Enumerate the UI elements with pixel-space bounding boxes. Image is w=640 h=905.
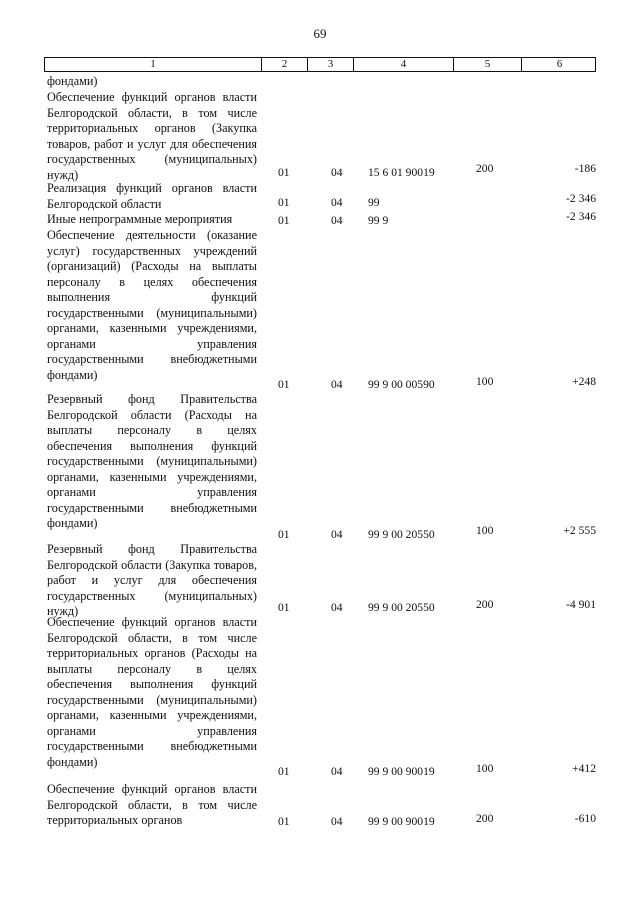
header-col-1: 1 xyxy=(150,58,156,70)
row-expense-type: 100 xyxy=(476,762,494,775)
row-expense-type: 100 xyxy=(476,524,494,537)
row-description: Обеспечение функций органов власти Белгородской области, в том числе территориальных органов xyxy=(47,782,257,827)
row-target-code: 99 9 00 00590 xyxy=(368,378,435,391)
row-description: Обеспечение деятельности (оказание услуг) государственных учреждений (организаций) (Расходы на выплаты персоналу в целях обеспечения выполнения функций государственными (муниципальными) органами, казенными учреждениями, органами управления государственными внебюджетными фондами) xyxy=(47,228,257,382)
row-section-code: 01 xyxy=(278,601,290,614)
row-description: Обеспечение функций органов власти Белгородской области, в том числе территориальных органов (Расходы на выплаты персоналу в целях обеспечения выполнения функций государственными (муниципальными) органами, казенными учреждениями, органами управления государственными внебюджетными фондами) xyxy=(47,615,257,769)
row-description: Обеспечение функций органов власти Белгородской области, в том числе территориальных органов (Закупка товаров, работ и услуг для обеспечения государственных (муниципальных) нужд) xyxy=(47,90,257,182)
row-target-code: 15 6 01 90019 xyxy=(368,166,435,179)
row-amount: +412 xyxy=(572,762,596,775)
header-col-4: 4 xyxy=(353,58,453,71)
page-number: 69 xyxy=(313,26,327,41)
row-amount: +248 xyxy=(572,375,596,388)
row-subsection-code: 04 xyxy=(331,214,343,227)
row-subsection-code: 04 xyxy=(331,601,343,614)
header-col-5: 5 xyxy=(453,58,521,71)
row-subsection-code: 04 xyxy=(331,166,343,179)
row-amount: +2 555 xyxy=(563,524,596,537)
header-col-6: 6 xyxy=(521,58,597,71)
row-target-code: 99 9 00 20550 xyxy=(368,601,435,614)
row-section-code: 01 xyxy=(278,378,290,391)
row-amount: -2 346 xyxy=(566,210,596,223)
row-section-code: 01 xyxy=(278,196,290,209)
row-subsection-code: 04 xyxy=(331,765,343,778)
header-col-2: 2 xyxy=(261,58,307,71)
header-col-3: 3 xyxy=(307,58,353,71)
row-amount: -186 xyxy=(574,162,596,175)
row-amount: -2 346 xyxy=(566,192,596,205)
row-section-code: 01 xyxy=(278,528,290,541)
row-description: фондами) xyxy=(47,74,98,88)
row-target-code: 99 9 xyxy=(368,214,389,227)
row-amount: -4 901 xyxy=(566,598,596,611)
row-section-code: 01 xyxy=(278,765,290,778)
row-target-code: 99 9 00 20550 xyxy=(368,528,435,541)
row-target-code: 99 9 00 90019 xyxy=(368,815,435,828)
row-target-code: 99 9 00 90019 xyxy=(368,765,435,778)
row-description: Резервный фонд Правительства Белгородской области (Закупка товаров, работ и услуг для обеспечения государственных (муниципальных) нужд) xyxy=(47,542,257,618)
row-subsection-code: 04 xyxy=(331,528,343,541)
row-subsection-code: 04 xyxy=(331,378,343,391)
row-section-code: 01 xyxy=(278,815,290,828)
row-section-code: 01 xyxy=(278,214,290,227)
row-target-code: 99 xyxy=(368,196,380,209)
row-amount: -610 xyxy=(574,812,596,825)
row-subsection-code: 04 xyxy=(331,815,343,828)
row-expense-type: 100 xyxy=(476,375,494,388)
row-expense-type: 200 xyxy=(476,598,494,611)
row-description: Иные непрограммные мероприятия xyxy=(47,212,233,226)
row-subsection-code: 04 xyxy=(331,196,343,209)
row-section-code: 01 xyxy=(278,166,290,179)
row-description: Реализация функций органов власти Белгородской области xyxy=(47,181,257,211)
row-expense-type: 200 xyxy=(476,162,494,175)
row-expense-type: 200 xyxy=(476,812,494,825)
row-description: Резервный фонд Правительства Белгородской области (Расходы на выплаты персоналу в целях обеспечения выполнения функций государственными (муниципальными) органами, казенными учреждениями, органами управления государственными внебюджетными фондами) xyxy=(47,392,257,530)
